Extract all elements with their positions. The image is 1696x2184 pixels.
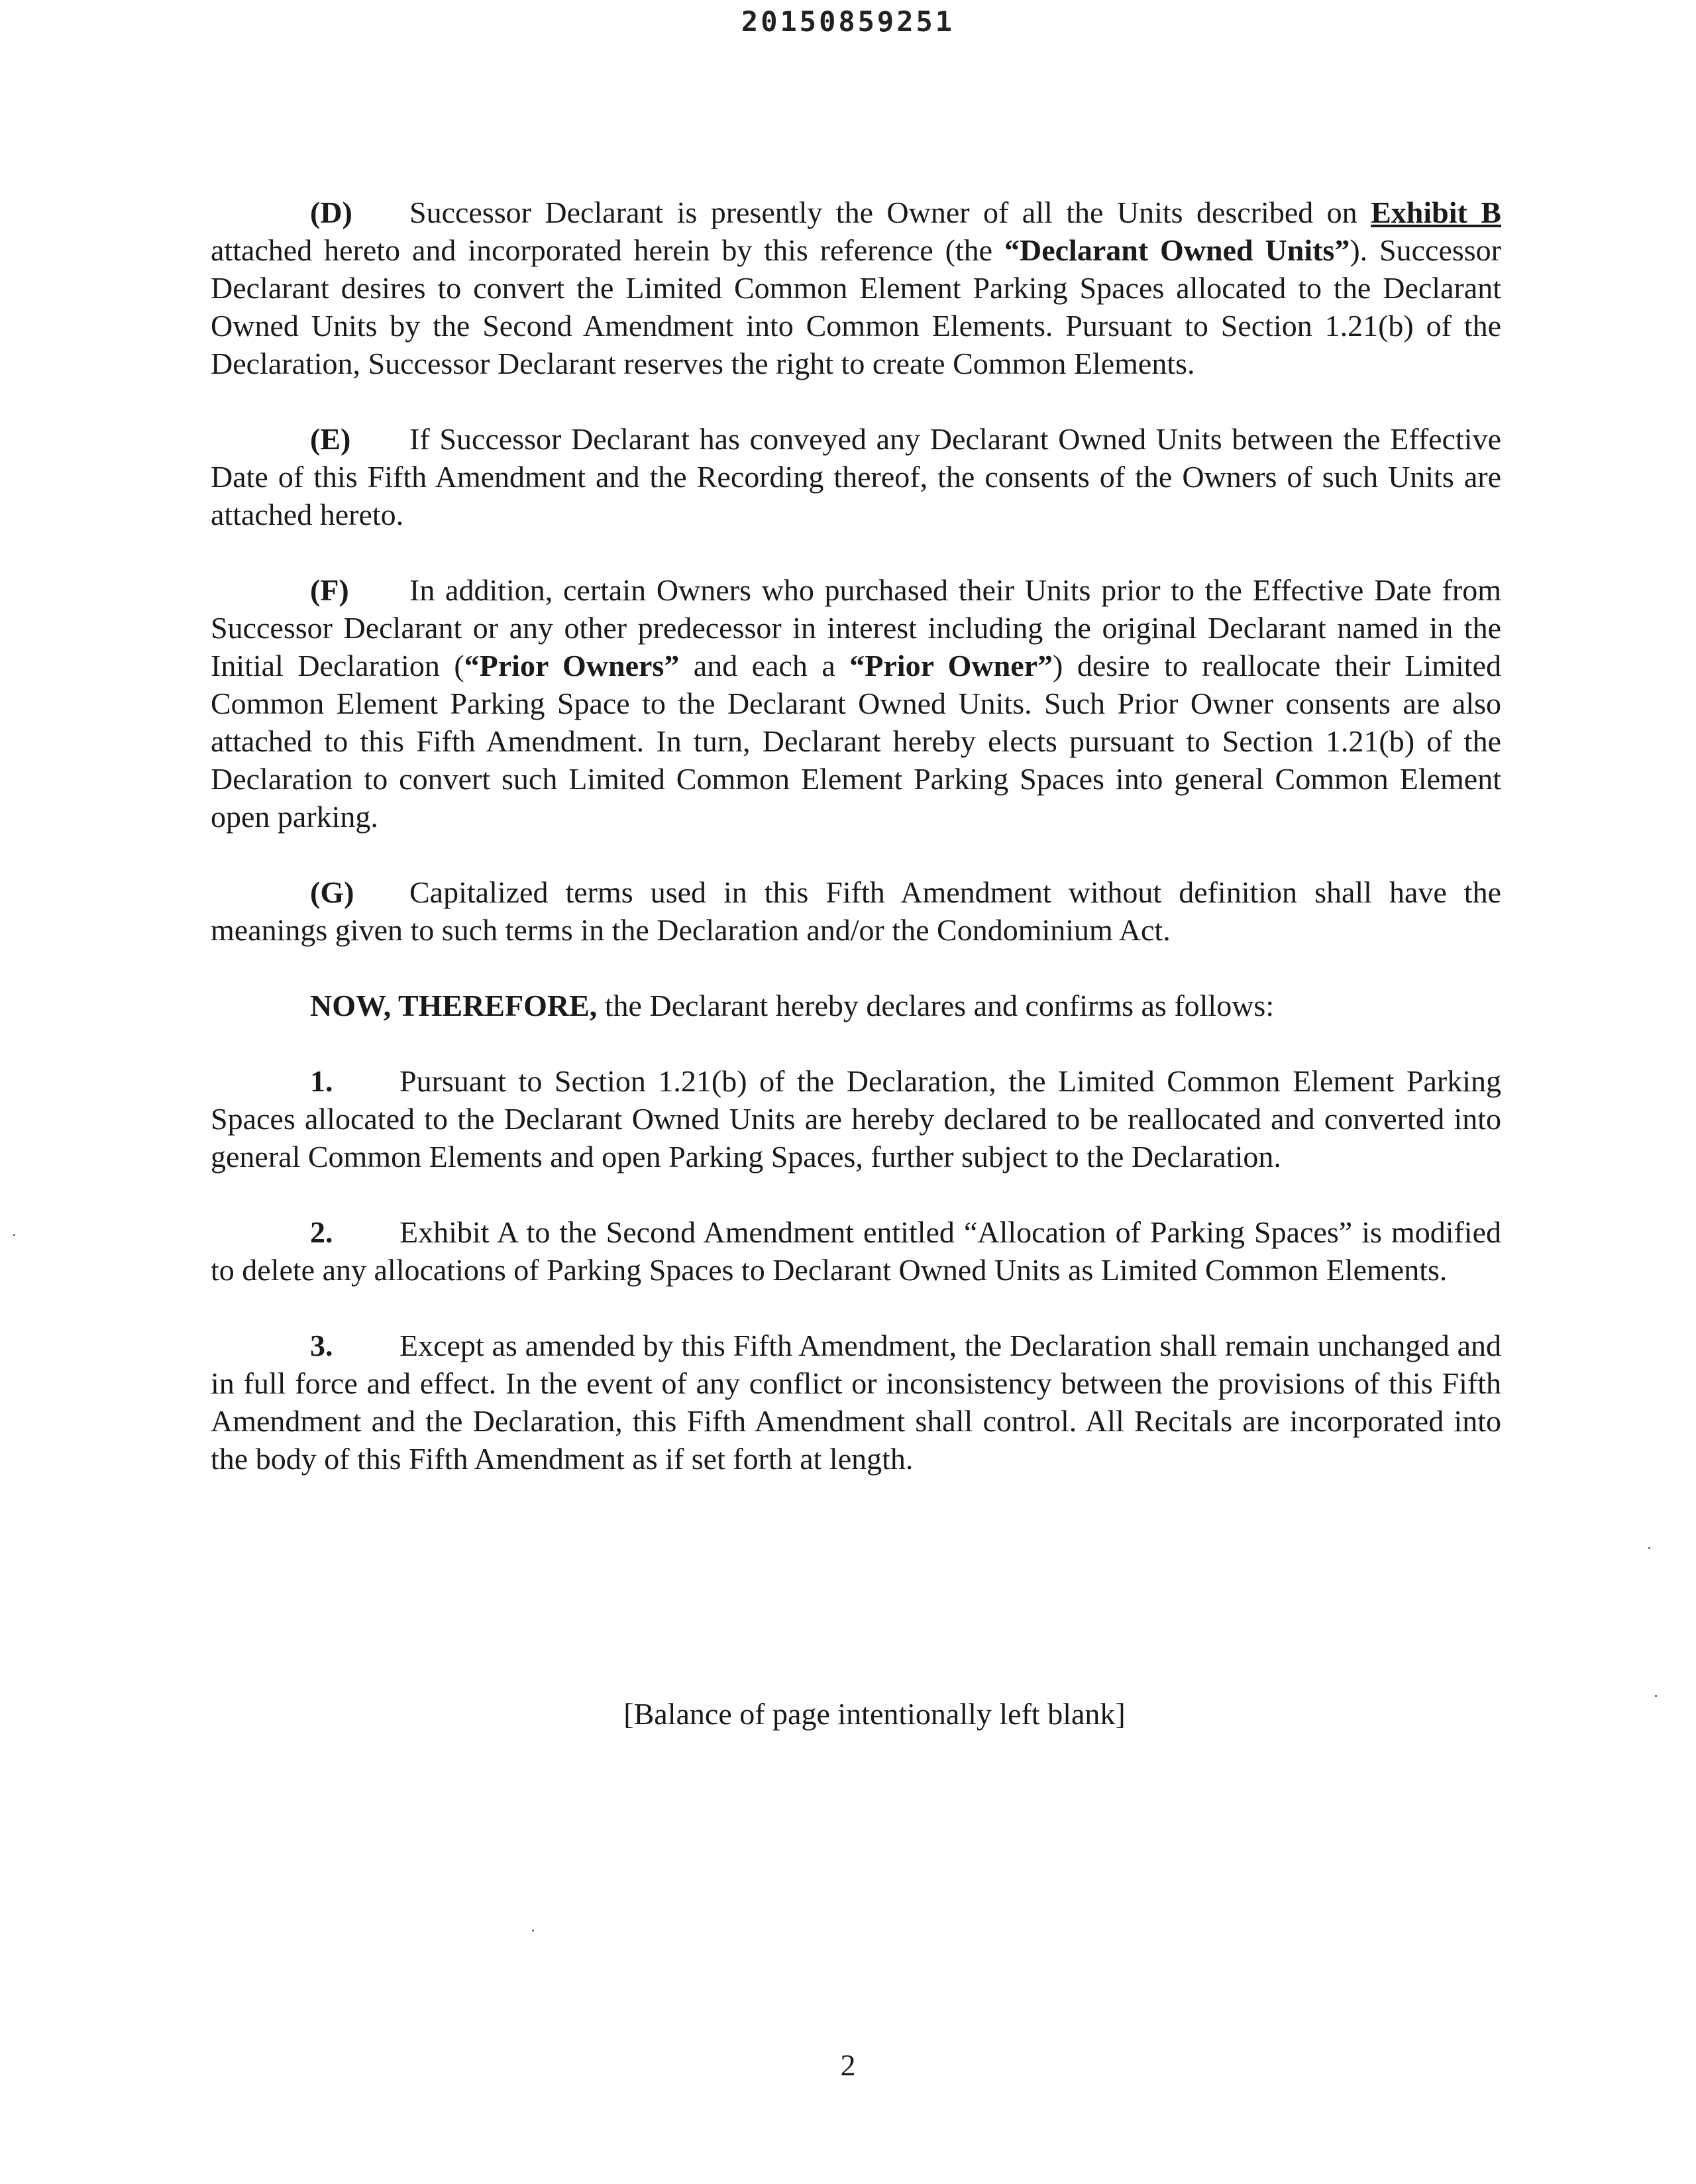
section-1 — [211, 1062, 1501, 1175]
recital-d-text-2: attached hereto and incorporated herein by this reference (the — [211, 233, 1004, 267]
now-therefore-lead: NOW, THEREFORE, — [310, 989, 598, 1022]
section-2-text: Exhibit A to the Second Amendment entitled “Allocation of Parking Spaces” is modified to delete any allocations of Parking Spaces to Declarant Owned Units as Limited Common Elements. — [211, 1215, 1501, 1287]
recital-f — [211, 571, 1501, 836]
now-therefore-text: the Declarant hereby declares and confirms as follows: — [597, 989, 1275, 1022]
recital-e — [211, 420, 1501, 533]
balance-blank-note: [Balance of page intentionally left blank] — [623, 1697, 1126, 1731]
page-number: 2 — [840, 2048, 856, 2082]
scan-speck — [532, 1930, 534, 1932]
recital-g — [211, 873, 1501, 949]
section-1-marker: 1. — [310, 1064, 333, 1098]
section-2-marker: 2. — [310, 1215, 333, 1249]
recital-f-text-3: ) desire to reallocate their Limited Common Element Parking Space to the Declarant Owned Units. Such Prior Owner consents are also attached to this Fifth Amendment. In turn, Declarant hereby elects pursuant to Section 1.21(b) of the Declaration to convert such Limited Common Element Parking Spaces into general Common Element open parking. — [211, 649, 1501, 834]
document-number: 20150859251 — [741, 5, 955, 38]
now-therefore-clause — [211, 987, 1501, 1024]
section-3-text: Except as amended by this Fifth Amendment, the Declaration shall remain unchanged and in full force and effect. In the event of any conflict or inconsistency between the provisions of this Fifth Amendment and the Declaration, this Fifth Amendment shall control. All Recitals are incorporated into the body of this Fifth Amendment as if set forth at length. — [211, 1329, 1501, 1476]
defined-term-prior-owner: “Prior Owner” — [849, 649, 1053, 682]
recital-f-marker: (F) — [310, 573, 349, 607]
recital-d — [211, 193, 1501, 382]
scan-speck — [13, 1234, 15, 1236]
recital-d-marker: (D) — [310, 195, 352, 229]
recital-d-text-3: ). Successor Declarant desires to convert the Limited Common Element Parking Spaces allocated to the Declarant Owned Units by the Second Amendment into Common Elements. Pursuant to Section 1.21(b) of the Declaration, Successor Declarant reserves the right to create Common Elements. — [211, 233, 1501, 380]
recital-d-text-1: Successor Declarant is presently the Owner of all the Units described on — [409, 195, 1371, 229]
document-body — [211, 193, 1501, 1515]
section-3 — [211, 1327, 1501, 1478]
recital-f-text-2: and each a — [679, 649, 850, 682]
section-1-text: Pursuant to Section 1.21(b) of the Declaration, the Limited Common Element Parking Spaces allocated to the Declarant Owned Units are hereby declared to be reallocated and converted into general Common Elements and open Parking Spaces, further subject to the Declaration. — [211, 1064, 1501, 1174]
exhibit-b-reference: Exhibit B — [1371, 195, 1501, 229]
scan-speck — [1655, 1695, 1657, 1697]
scan-speck — [1648, 1547, 1650, 1549]
defined-term-declarant-owned-units: “Declarant Owned Units” — [1004, 233, 1350, 267]
defined-term-prior-owners: “Prior Owners” — [464, 649, 680, 682]
section-3-marker: 3. — [310, 1329, 333, 1362]
recital-e-text: If Successor Declarant has conveyed any Declarant Owned Units between the Effective Date of this Fifth Amendment and the Recording thereof, the consents of the Owners of such Units are attached hereto. — [211, 422, 1501, 531]
recital-f-text-1: In addition, certain Owners who purchased their Units prior to the Effective Date from Successor Declarant or any other predecessor in interest including the original Declarant named in the Initial Declaration ( — [211, 573, 1501, 682]
recital-g-marker: (G) — [310, 875, 354, 909]
section-2 — [211, 1213, 1501, 1289]
recital-g-text: Capitalized terms used in this Fifth Amendment without definition shall have the meanings given to such terms in the Declaration and/or the Condominium Act. — [211, 875, 1501, 947]
recital-e-marker: (E) — [310, 422, 351, 456]
